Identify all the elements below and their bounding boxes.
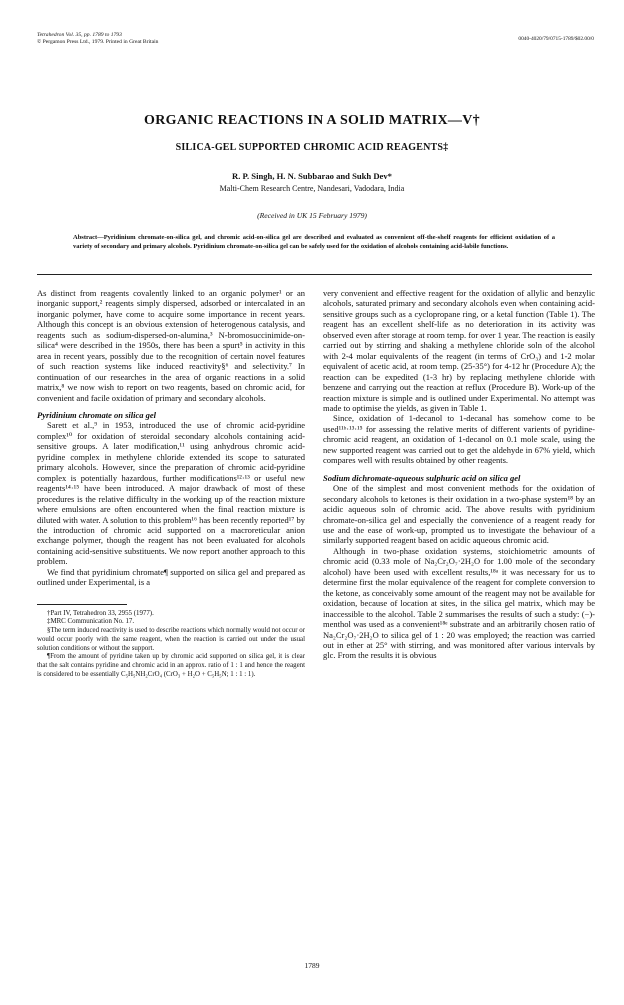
journal-line-2: © Pergamon Press Ltd., 1979. Printed in Great Britain (37, 39, 159, 45)
paragraph: We find that pyridinium chromate¶ supported on silica gel and prepared as outlined under Experimental, is a (37, 566, 305, 588)
journal-citation (37, 32, 158, 46)
footnote: ¶From the amount of pyridine taken up by chromic acid supported on silica gel, it is clear that the salt contains pyridine and chromic acid in an approx. ratio of 1 : 1 and hence the reagent is considered to be essentially C₅H₅NH₂CrO₄ (CrO₃ + H₂O + C₅H₅N; 1 : 1 : 1). (37, 653, 305, 678)
affiliation: Malti-Chem Research Centre, Nandesari, Vadodara, India (219, 184, 405, 193)
received-date: (Received in UK 15 February 1979) (257, 211, 367, 220)
section-heading: Sodium dichromate-aqueous sulphuric acid on silica gel (323, 472, 521, 483)
right-column (323, 288, 595, 661)
article-subtitle: SILICA-GEL SUPPORTED CHROMIC ACID REAGENTS‡ (175, 142, 449, 153)
footnotes (37, 610, 305, 680)
abstract (73, 233, 555, 251)
section-heading: Pyridinium chromate on silica gel (37, 409, 157, 420)
abstract-label: Abstract (73, 234, 98, 241)
paragraph: Sarett et al.,⁹ in 1953, introduced the use of chromic acid-pyridine complex¹⁰ for oxidation of steroidal secondary alcohols containing acid-sensitive groups. A later modification,¹¹ using anhydrous chromic acid-pyridine complex in methylene chloride extended its scope to saturated primary alcohols. However, since the preparation of chromic acid-pyridine complex is potentially hazardous, further modifications¹²·¹³ or useful new reagents¹⁴·¹⁵ have been introduced. A major drawback of most of these procedures is the relative difficulty in the working up of the reaction mixture where emulsions are often encountered when the final reaction mixture is diluted with water. A solution to this problem¹⁶ has been recently reported¹⁷ by the introduction of chromic acid supported on a macroreticular anion exchange polymer, though the reagent has not been evaluated for alcohols containing acid-sensitive substituents. We now report another approach to this problem. (37, 420, 305, 567)
journal-line-1: Tetrahedron Vol. 35, pp. 1789 to 1793 (37, 32, 122, 38)
paragraph: Although in two-phase oxidation systems, stoichiometric amounts of chromic acid (0.33 mole of Na₂Cr₂O₇·2H₂O for 1.00 mole of the secondary alcohol) have been used with excellent results,¹⁸ᵃ it was necessary for us to determine first the molar equivalence of the reagent for complete conversion to the ketone, as conceivably some amount of the reagent may not be available for oxidation, because of location at sites, in the silica gel matrix, which may be inaccessible to the alcohol. Table 2 summarises the results of such a study: (−)-menthol was used as a convenient¹⁸ᵉ substrate and an arbitrarily chosen ratio of Na₂Cr₂O₇·2H₂O to silica gel of 1 : 20 was employed; the reaction was carried out in ether at 25° with stirring, and was monitored after various intervals by glc. From the results it is obvious (323, 545, 595, 661)
divider (37, 274, 592, 275)
abstract-text: —Pyridinium chromate-on-silica gel, and chromic acid-on-silica gel are described and evaluated as convenient off-the-shelf reagents for efficient oxidation of a variety of secondary and primary alcohols. Pyridinium chromate-on-silica gel can be safely used for the oxidation of alcohols containing acid-labile functions. (73, 234, 555, 250)
page-number: 1789 (304, 961, 320, 970)
footnote-divider (37, 604, 127, 605)
article-title: ORGANIC REACTIONS IN A SOLID MATRIX—V† (144, 113, 480, 128)
paragraph: One of the simplest and most convenient methods for the oxidation of secondary alcohols to ketones is their oxidation in a two-phase system¹⁸ by an acidic aqueous soln of chromic acid. The above results with pyridinium chromate-on-silica gel and especially the convenience of a reagent ready for use and the ease of work-up, prompted us to investigate the behaviour of a similarly supported reagent based on acidic aqueous chromic acid. (323, 483, 595, 546)
paragraph: As distinct from reagents covalently linked to an organic polymer¹ or an inorganic support,² reagents simply dispersed, adsorbed or intercalated in an inorganic polymer, have come to acquire some importance in recent years. Although this concept is an obvious extension of heterogenous catalysis, and reagents such as sodium-dispersed-on-alumina,³ N-bromosuccinimide-on-silica⁴ were described in the 1950s, there has been a spurt⁵ in activity in this area in recent years, possibly due to the recognition of certain novel features of such reaction systems like induced reactivity§⁶ and selectivity.⁷ In continuation of our researches in the area of organic reactions in a solid matrix,⁸ we now wish to report on two reagents, based on chromic acid, for convenient and facile oxidation of primary and secondary alcohols. (37, 288, 305, 403)
authors: R. P. Singh, H. N. Subbarao and Sukh Dev* (232, 171, 392, 181)
footnote: §The term induced reactivity is used to describe reactions which normally would not occur or would occur poorly with the same reagent, when the reaction is carried out under the usual solution conditions or without the support. (37, 627, 305, 652)
left-column (37, 288, 305, 679)
footnote: ‡MRC Communication No. 17. (47, 618, 135, 626)
paragraph: very convenient and effective reagent for the oxidation of allylic and benzylic alcohols, saturated primary and secondary alcohols even when containing acid-sensitive groups such as a cyclopropane ring, or a ketal function (Table 1). The reagent has an excellent shelf-life as no deterioration in its activity was observed even after storage at room temp. for over 1 year. The reaction is easily carried out by stirring and shaking a methylene chloride soln of the alcohol with 2-4 molar equivalents of the reagent (in terms of CrO₃) and 1-2 molar equivalent of acetic acid, at room temp. (25-35°) for 4-12 hr (Procedure A); the reaction can be expedited (1-3 hr) by replacing methylene chloride with benzene and carrying out the reaction at reflux (Procedure B). Work-up of the reaction mixture is simple and is outlined under Experimental. No attempt was made to optimise the yields, as given in Table 1. (323, 288, 595, 413)
footnote: †Part IV, Tetrahedron 33, 2955 (1977). (47, 609, 154, 617)
paragraph: Since, oxidation of 1-decanol to 1-decanal has somehow come to be used¹¹ᵇ·¹³·¹⁵ for assessing the relative merits of different varients of pyridine-chromic acid reagent, an oxidation of 1-decanol on 0.1 mole scale, using the new supported reagent was carried out to get the aldehyde in 67% yield, which compares well with results obtained by other reagents. (323, 413, 595, 466)
article-code: 0040-4020/79/0715-1789/$02.00/0 (518, 36, 594, 42)
